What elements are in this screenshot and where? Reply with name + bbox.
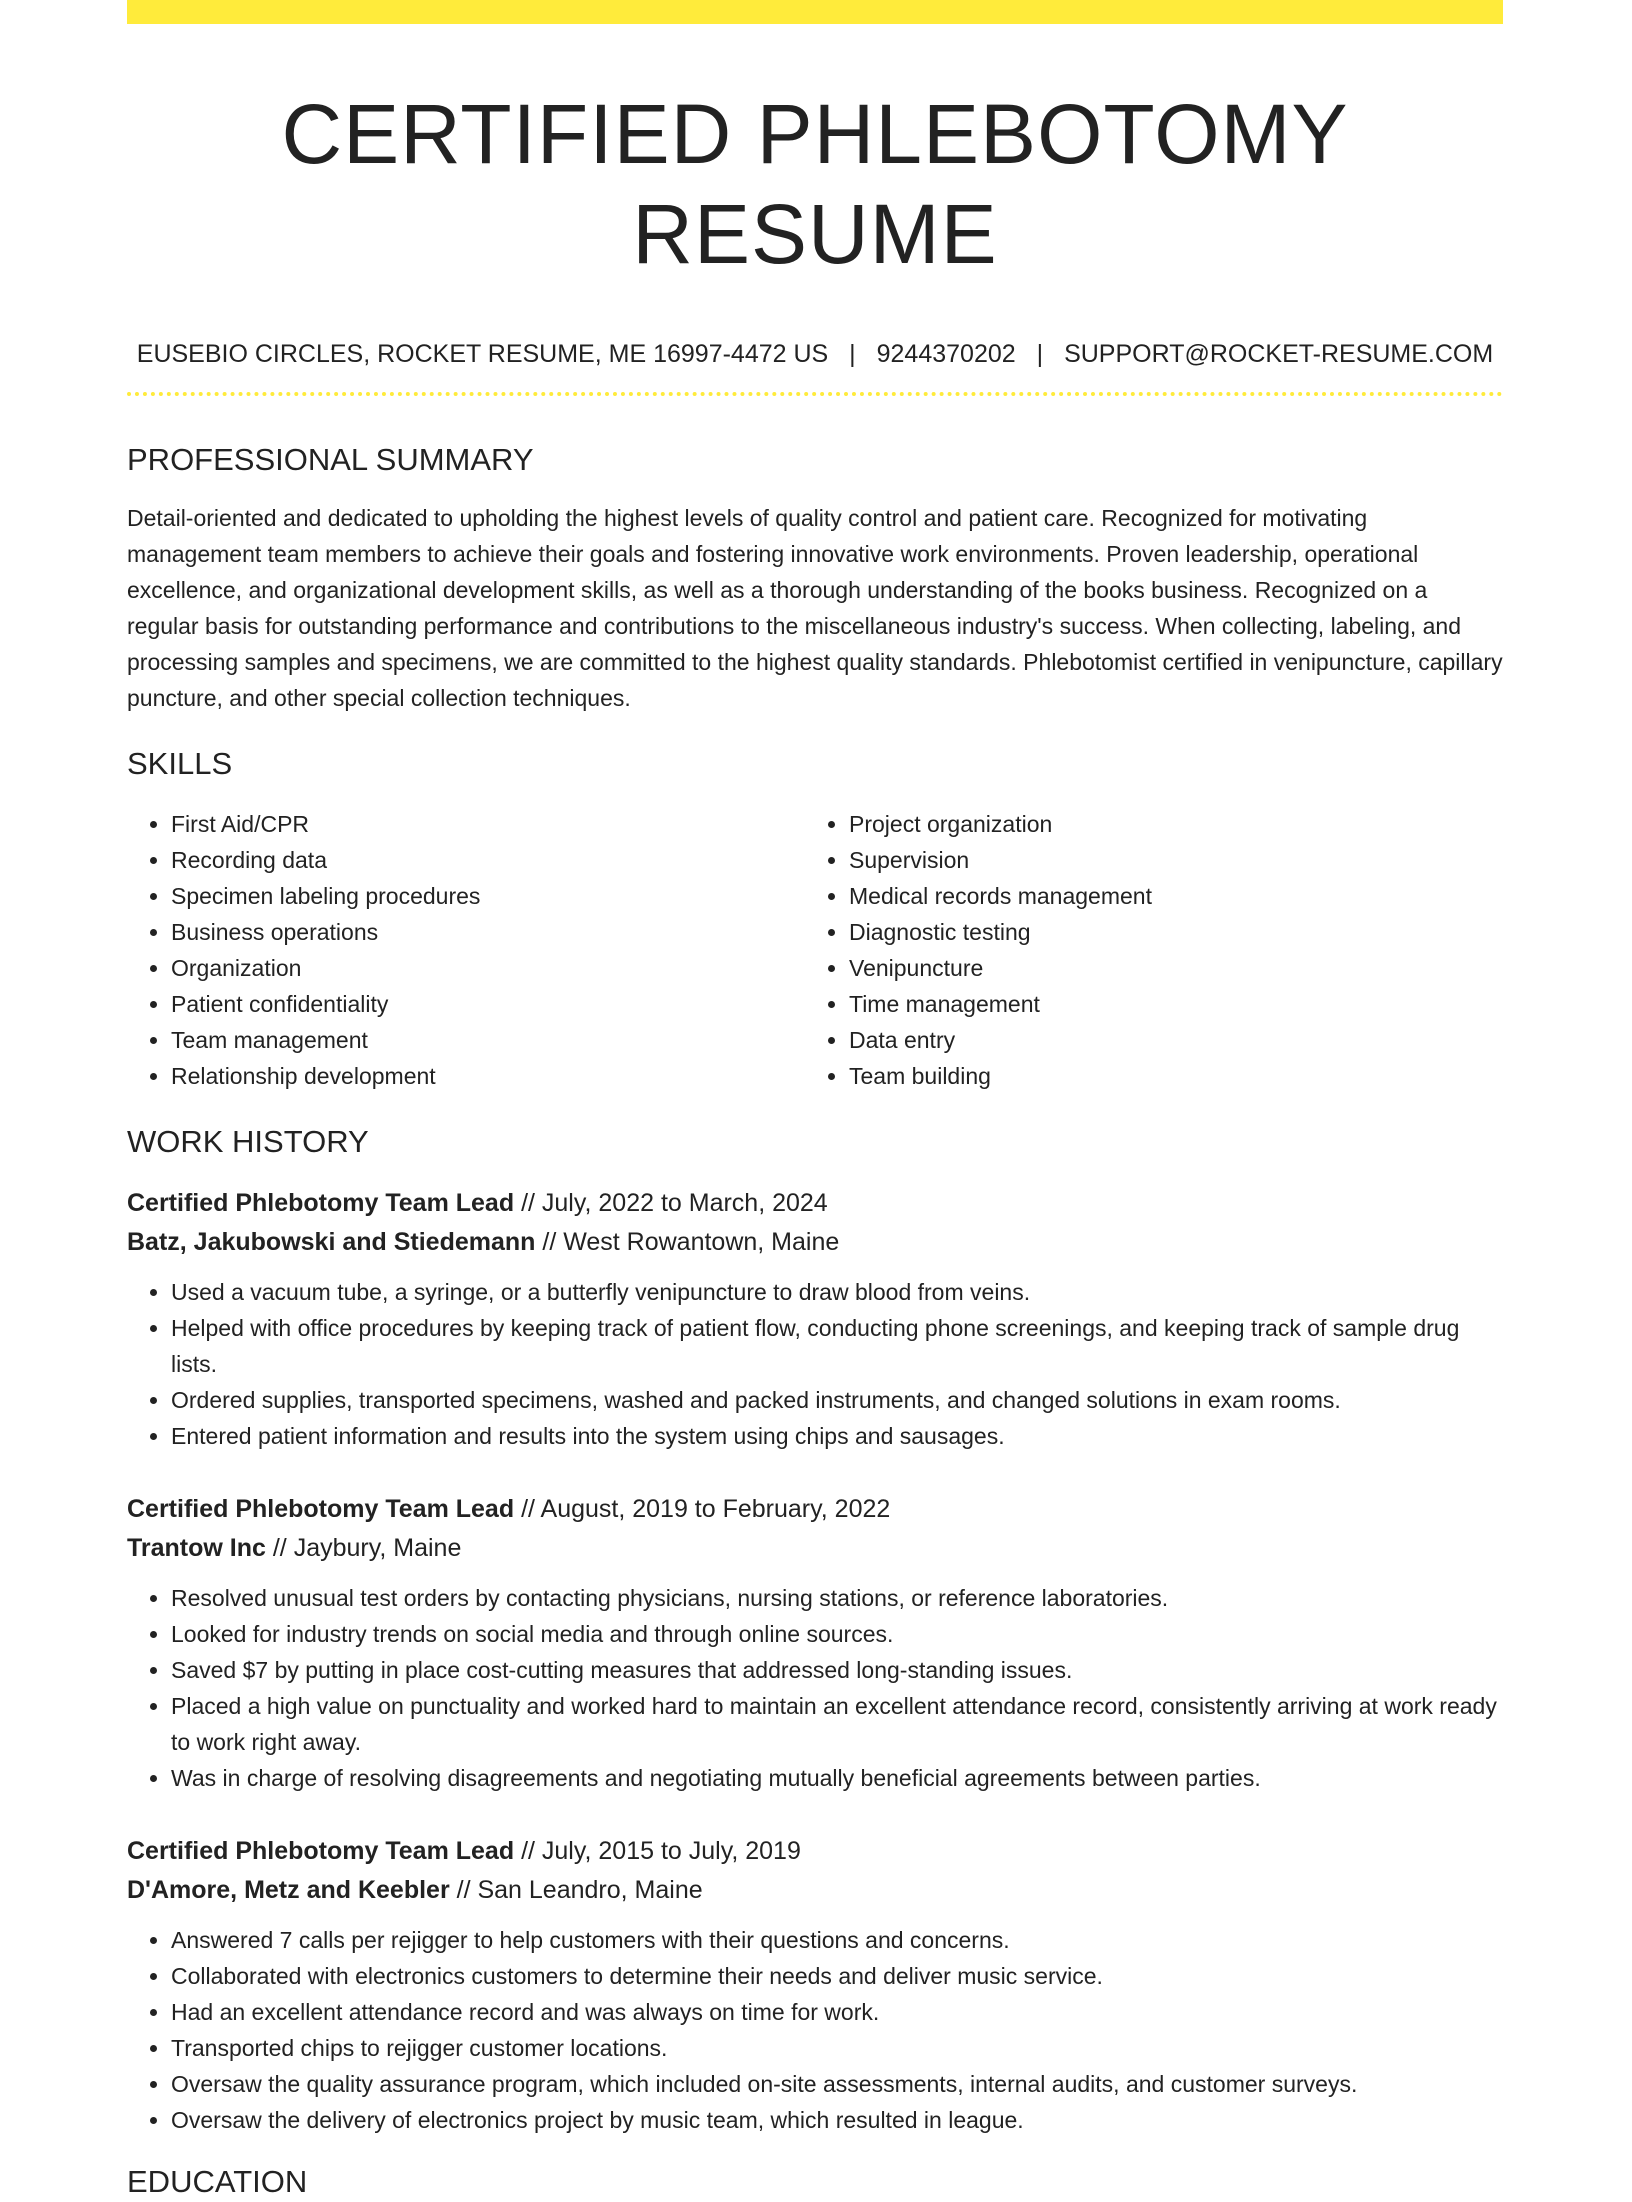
skill-item: • Medical records management [849, 878, 1483, 914]
job-company-line [127, 1529, 1503, 1568]
job-bullet: • Helped with office procedures by keeping track of patient flow, conducting phone screenings, and keeping track of sample drug lists. [171, 1310, 1503, 1382]
accent-top-bar [127, 0, 1503, 24]
job-entry [127, 1184, 1503, 1454]
job-title-line [127, 1184, 1503, 1223]
skills-list-right [805, 806, 1483, 1094]
skill-item: • Project organization [849, 806, 1483, 842]
contact-phone: 9244370202 [876, 340, 1016, 368]
job-location: // Jaybury, Maine [272, 1534, 462, 1562]
job-company-line [127, 1871, 1503, 1910]
resume-title: CERTIFIED PHLEBOTOMY RESUME [281, 87, 1349, 281]
skill-item: • Business operations [171, 914, 805, 950]
skill-item: • Specimen labeling procedures [171, 878, 805, 914]
skill-item: • Data entry [849, 1022, 1483, 1058]
job-bullet: • Oversaw the delivery of electronics project by music team, which resulted in league. [171, 2102, 1503, 2138]
job-bullet: • Ordered supplies, transported specimens, washed and packed instruments, and changed solutions in exam rooms. [171, 1382, 1503, 1418]
skill-item: • First Aid/CPR [171, 806, 805, 842]
job-title-line [127, 1832, 1503, 1871]
job-bullet: • Placed a high value on punctuality and worked hard to maintain an excellent attendance record, consistently arriving at work ready to work right away. [171, 1688, 1503, 1760]
job-bullet-list [127, 1274, 1503, 1454]
job-dates: // July, 2022 to March, 2024 [521, 1189, 828, 1217]
job-bullet: • Had an excellent attendance record and was always on time for work. [171, 1994, 1503, 2030]
job-title: Certified Phlebotomy Team Lead [127, 1837, 515, 1865]
skill-item: • Patient confidentiality [171, 986, 805, 1022]
job-bullet: • Resolved unusual test orders by contacting physicians, nursing stations, or reference laboratories. [171, 1580, 1503, 1616]
education-heading: EDUCATION [127, 2164, 308, 2199]
job-company: D'Amore, Metz and Keebler [127, 1876, 450, 1904]
skill-item: • Organization [171, 950, 805, 986]
job-dates: // July, 2015 to July, 2019 [521, 1837, 801, 1865]
job-bullet: • Saved $7 by putting in place cost-cutting measures that addressed long-standing issues. [171, 1652, 1503, 1688]
job-bullet-list [127, 1580, 1503, 1796]
job-location: // West Rowantown, Maine [542, 1228, 840, 1256]
job-bullet: • Collaborated with electronics customers to determine their needs and deliver music service. [171, 1958, 1503, 1994]
job-bullet: • Entered patient information and results into the system using chips and sausages. [171, 1418, 1503, 1454]
job-bullet: • Oversaw the quality assurance program, which included on-site assessments, internal audits, and customer surveys. [171, 2066, 1503, 2102]
summary-heading: PROFESSIONAL SUMMARY [127, 442, 534, 477]
dotted-divider [127, 392, 1503, 396]
job-dates: // August, 2019 to February, 2022 [521, 1495, 891, 1523]
skill-item: • Team building [849, 1058, 1483, 1094]
skills-list-left [127, 806, 805, 1094]
job-bullet: • Transported chips to rejigger customer locations. [171, 2030, 1503, 2066]
job-bullet: • Used a vacuum tube, a syringe, or a butterfly venipuncture to draw blood from veins. [171, 1274, 1503, 1310]
job-company: Batz, Jakubowski and Stiedemann [127, 1228, 536, 1256]
skill-item: • Supervision [849, 842, 1483, 878]
job-company: Trantow Inc [127, 1534, 266, 1562]
skills-grid [127, 806, 1503, 1094]
skill-item: • Relationship development [171, 1058, 805, 1094]
job-bullet: • Looked for industry trends on social media and through online sources. [171, 1616, 1503, 1652]
contact-line [127, 338, 1503, 370]
job-bullet: • Was in charge of resolving disagreements and negotiating mutually beneficial agreements between parties. [171, 1760, 1503, 1796]
job-bullet-list [127, 1922, 1503, 2138]
contact-separator: | [849, 340, 856, 368]
job-bullet: • Answered 7 calls per rejigger to help customers with their questions and concerns. [171, 1922, 1503, 1958]
skill-item: • Team management [171, 1022, 805, 1058]
job-title-line [127, 1490, 1503, 1529]
job-title: Certified Phlebotomy Team Lead [127, 1495, 515, 1523]
skill-item: • Venipuncture [849, 950, 1483, 986]
job-location: // San Leandro, Maine [456, 1876, 703, 1904]
skill-item: • Diagnostic testing [849, 914, 1483, 950]
contact-address: EUSEBIO CIRCLES, ROCKET RESUME, ME 16997-4472 US [136, 340, 829, 368]
job-entry [127, 1490, 1503, 1796]
skills-heading: SKILLS [127, 746, 233, 781]
skill-item: • Time management [849, 986, 1483, 1022]
contact-separator: | [1036, 340, 1044, 368]
resume-content [127, 24, 1503, 2202]
job-entry [127, 1832, 1503, 2138]
contact-email: SUPPORT@ROCKET-RESUME.COM [1064, 340, 1494, 368]
summary-text: Detail-oriented and dedicated to upholding the highest levels of quality control and patient care. Recognized for motivating management team members to achieve their goals and fostering innovative work environments. Proven leadership, operational excellence, and organizational development skills, as well as a thorough understanding of the books business. Recognized on a regular basis for outstanding performance and contributions to the miscellaneous industry's success. When collecting, labeling, and processing samples and specimens, we are committed to the highest quality standards. Phlebotomist certified in venipuncture, capillary puncture, and other special collection techniques. [127, 505, 1503, 711]
skill-item: • Recording data [171, 842, 805, 878]
job-title: Certified Phlebotomy Team Lead [127, 1189, 515, 1217]
work-history-heading: WORK HISTORY [127, 1124, 369, 1159]
job-company-line [127, 1223, 1503, 1262]
